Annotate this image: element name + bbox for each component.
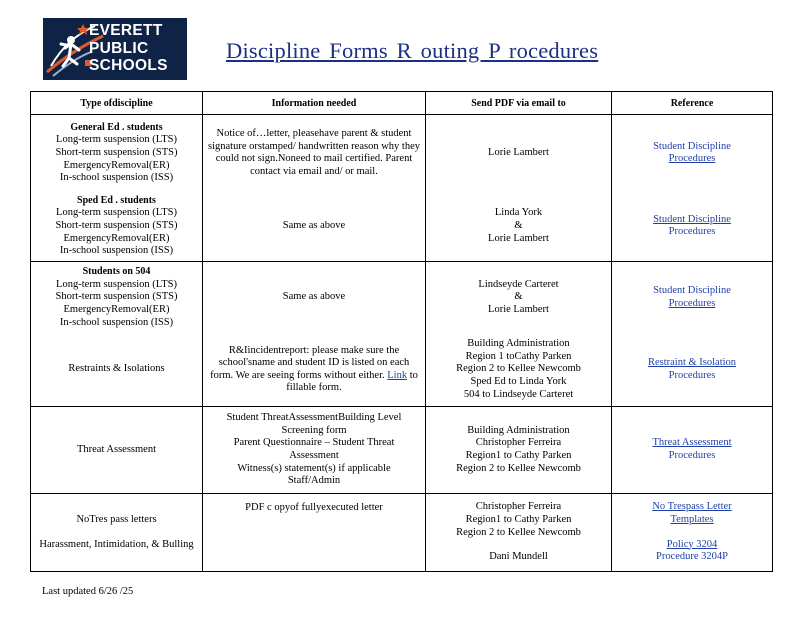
reference-link[interactable]: Threat Assessment xyxy=(652,437,732,449)
column-header: Reference xyxy=(612,92,773,115)
discipline-type-cell: Students on 504 Long-term suspension (LTS) Short-term suspension (STS) EmergencyRemoval(ER) In-school suspension (ISS) xyxy=(31,262,203,334)
table-row xyxy=(31,192,773,262)
policy-link[interactable]: Policy 3204 xyxy=(666,538,718,550)
reference-cell xyxy=(612,115,773,192)
discipline-type-cell: Threat Assessment xyxy=(31,407,203,494)
district-logo xyxy=(43,18,187,80)
reference-cell: No Trespass Letter Templates Policy 3204 Procedure 3204P xyxy=(612,494,773,572)
reference-cell: Student Discipline Procedures xyxy=(612,262,773,334)
routing-table xyxy=(30,91,773,572)
fillable-form-link[interactable]: Link xyxy=(387,369,408,381)
send-to-cell: Lindseyde Carteret & Lorie Lambert xyxy=(426,262,612,334)
reference-link[interactable]: Student Discipline xyxy=(653,140,731,152)
table-header-row xyxy=(31,92,773,115)
info-needed-cell: Same as above xyxy=(203,192,426,262)
column-header: Type ofdiscipline xyxy=(31,92,203,115)
table-row xyxy=(31,494,773,572)
send-to-cell: Building Administration Region 1 toCathy Parken Region 2 to Kellee Newcomb Sped Ed to Linda York 504 to Lindseyde Carteret xyxy=(426,334,612,407)
info-needed-cell: R&Iincidentreport: please make sure the school'sname and student ID is listed on each form. We are seeing forms without either. Link to fillable form. xyxy=(203,334,426,407)
send-to-cell: Lorie Lambert xyxy=(426,115,612,192)
column-header: Information needed xyxy=(203,92,426,115)
discipline-type-cell: Sped Ed . students Long-term suspension (LTS) Short-term suspension (STS) EmergencyRemoval(ER) In-school suspension (ISS) xyxy=(31,192,203,262)
page-title: Discipline Forms R outing P rocedures xyxy=(226,38,599,63)
column-header: Send PDF via email to xyxy=(426,92,612,115)
reference-cell: Restraint & Isolation Procedures xyxy=(612,334,773,407)
info-needed-cell: Student ThreatAssessmentBuilding Level Screening form Parent Questionnaire – Student Threat Assessment Witness(s) statement(s) if applicable Staff/Admin xyxy=(203,407,426,494)
discipline-type-cell: General Ed . students Long-term suspension (LTS) Short-term suspension (STS) EmergencyRemoval(ER) In-school suspension (ISS) xyxy=(31,115,203,192)
send-to-cell: Building Administration Christopher Ferreira Region1 to Cathy Parken Region 2 to Kellee Newcomb xyxy=(426,407,612,494)
reference-link[interactable]: Procedures xyxy=(668,297,716,309)
reference-cell: Student Discipline Procedures xyxy=(612,192,773,262)
logo-text: EVERETT PUBLIC SCHOOLS xyxy=(89,22,168,74)
info-needed-cell: Notice of…letter, pleasehave parent & student signature orstamped/ handwritten reason why they could not sign.Noneed to mail certified. Parent contact via email and/ or mail. xyxy=(203,115,426,192)
reference-cell: Threat Assessment Procedures xyxy=(612,407,773,494)
last-updated: Last updated 6/26 /25 xyxy=(42,586,134,597)
table-row xyxy=(31,407,773,494)
table-row xyxy=(31,262,773,334)
send-to-cell: Christopher Ferreira Region1 to Cathy Parken Region 2 to Kellee Newcomb Dani Mundell xyxy=(426,494,612,572)
discipline-type-cell: NoTres pass letters Harassment, Intimidation, & Bulling xyxy=(31,494,203,572)
discipline-type-cell: Restraints & Isolations xyxy=(31,334,203,407)
table-row xyxy=(31,334,773,407)
table-row xyxy=(31,115,773,192)
info-needed-cell: Same as above xyxy=(203,262,426,334)
reference-link[interactable]: Procedures xyxy=(668,153,716,165)
reference-link[interactable]: No Trespass Letter xyxy=(652,501,732,513)
send-to-cell: Linda York & Lorie Lambert xyxy=(426,192,612,262)
reference-link[interactable]: Templates xyxy=(670,513,714,525)
info-needed-cell: PDF c opyof fullyexecuted letter xyxy=(203,494,426,572)
reference-link[interactable]: Student Discipline xyxy=(653,213,731,225)
reference-link[interactable]: Restraint & Isolation xyxy=(647,357,737,369)
